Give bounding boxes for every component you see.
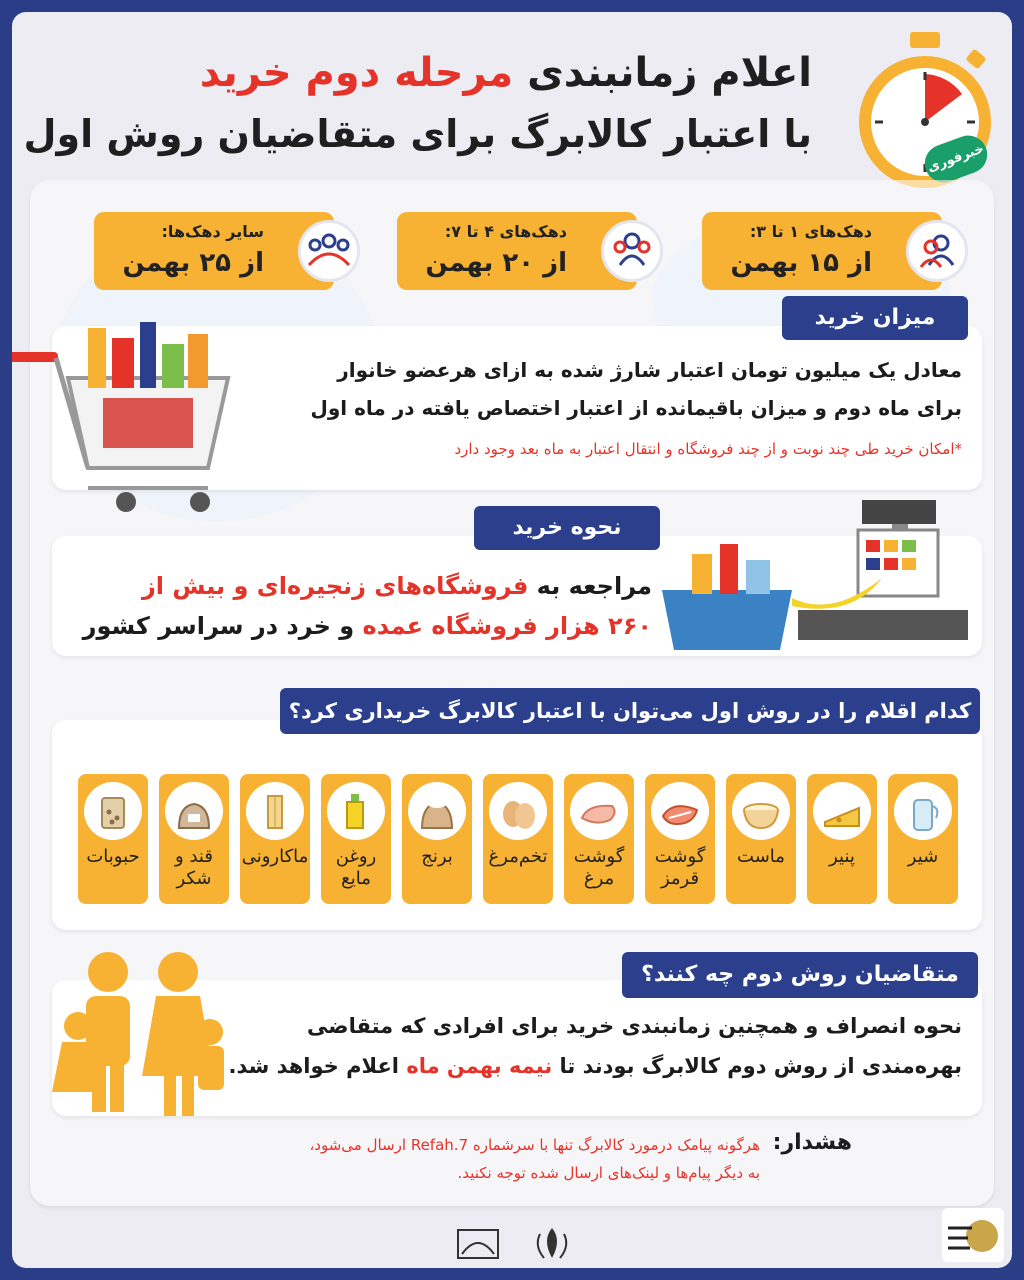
method-heading: نحوه خرید xyxy=(474,506,660,550)
user-group-icon xyxy=(906,220,968,282)
shopping-cart-icon xyxy=(12,298,238,518)
decile-label: دهک‌های ۴ تا ۷: xyxy=(444,222,567,241)
second-method-line-1: نحوه انصراف و همچنین زمانبندی خرید برای افرادی که متقاضی xyxy=(307,1014,962,1038)
sugar-icon xyxy=(165,782,223,840)
item-tile xyxy=(240,774,310,904)
items-heading: کدام اقلام را در روش اول می‌توان با اعتبار کالابرگ خریداری کرد؟ xyxy=(280,688,980,734)
egg-icon xyxy=(489,782,547,840)
item-label: گوشت مرغ xyxy=(573,846,625,889)
family-icon xyxy=(48,942,238,1122)
item-label: برنج xyxy=(421,846,453,867)
warning-line-2: به دیگر پیام‌ها و لینک‌های ارسال شده توجه نکنید. xyxy=(457,1164,760,1182)
item-tile xyxy=(159,774,229,904)
item-tile xyxy=(564,774,634,904)
decile-date: از ۲۰ بهمن xyxy=(425,248,567,278)
decile-label: سایر دهک‌ها: xyxy=(161,222,264,241)
decile-card-2 xyxy=(397,212,637,290)
user-group-icon xyxy=(601,220,663,282)
item-tile xyxy=(726,774,796,904)
item-label: ماکارونی xyxy=(241,846,309,867)
second-method-line-2: بهره‌مندی از روش دوم کالابرگ بودند تا نیمه بهمن ماه اعلام خواهد شد. xyxy=(228,1054,962,1078)
method-line-1: مراجعه به فروشگاه‌های زنجیره‌ای و بیش از xyxy=(141,572,652,600)
item-label: ماست xyxy=(737,846,785,867)
publisher-logo xyxy=(942,1208,1004,1262)
milk-icon xyxy=(894,782,952,840)
decile-card-1 xyxy=(702,212,942,290)
scale-with-groceries-icon xyxy=(662,490,972,660)
user-group-icon xyxy=(298,220,360,282)
decile-label: دهک‌های ۱ تا ۳: xyxy=(749,222,872,241)
amount-heading: میزان خرید xyxy=(782,296,968,340)
legumes-icon xyxy=(84,782,142,840)
oil-icon xyxy=(327,782,385,840)
item-label: تخم‌مرغ xyxy=(488,846,548,867)
amount-line-2: برای ماه دوم و میزان باقیمانده از اعتبار اختصاص یافته در ماه اول xyxy=(310,396,962,420)
breaking-news-badge: خبرفوری xyxy=(919,130,992,188)
item-tile xyxy=(321,774,391,904)
decile-date: از ۲۵ بهمن xyxy=(122,248,264,278)
item-tile xyxy=(888,774,958,904)
amount-line-1: معادل یک میلیون تومان اعتبار شارژ شده به ازای هرعضو خانوار xyxy=(337,358,962,382)
item-label: شیر xyxy=(907,846,939,867)
item-tile xyxy=(645,774,715,904)
item-tile xyxy=(402,774,472,904)
title-line-1: اعلام زمانبندی مرحله دوم خرید xyxy=(199,50,812,96)
pasta-icon xyxy=(246,782,304,840)
method-line-2: ۲۶۰ هزار فروشگاه عمده و خرد در سراسر کشور xyxy=(82,612,652,640)
amount-note: *امکان خرید طی چند نوبت و از چند فروشگاه و انتقال اعتبار به ماه بعد وجود دارد xyxy=(454,440,962,458)
second-method-heading: متقاضیان روش دوم چه کنند؟ xyxy=(622,952,978,998)
item-label: قند و شکر xyxy=(175,846,213,889)
item-tile xyxy=(483,774,553,904)
item-label: روغن مایع xyxy=(335,846,377,889)
warning-line-1: هرگونه پیامک درمورد کالابرگ تنها با سرشماره 7.Refah ارسال می‌شود، xyxy=(309,1136,760,1154)
cheese-icon xyxy=(813,782,871,840)
rice-icon xyxy=(408,782,466,840)
item-tile xyxy=(807,774,877,904)
item-tile xyxy=(78,774,148,904)
item-label: گوشت قرمز xyxy=(654,846,706,889)
item-label: پنیر xyxy=(829,846,855,867)
government-portal-logo xyxy=(452,1224,504,1264)
decile-date: از ۱۵ بهمن xyxy=(730,248,872,278)
yogurt-icon xyxy=(732,782,790,840)
iran-emblem-logo xyxy=(522,1224,582,1264)
warning-label: هشدار: xyxy=(772,1130,852,1155)
decile-card-3 xyxy=(94,212,334,290)
red-meat-icon xyxy=(651,782,709,840)
item-label: حبوبات xyxy=(86,846,140,867)
infographic-page xyxy=(12,12,1012,1268)
title-line-2: با اعتبار کالابرگ برای متقاضیان روش اول xyxy=(23,112,812,156)
chicken-icon xyxy=(570,782,628,840)
